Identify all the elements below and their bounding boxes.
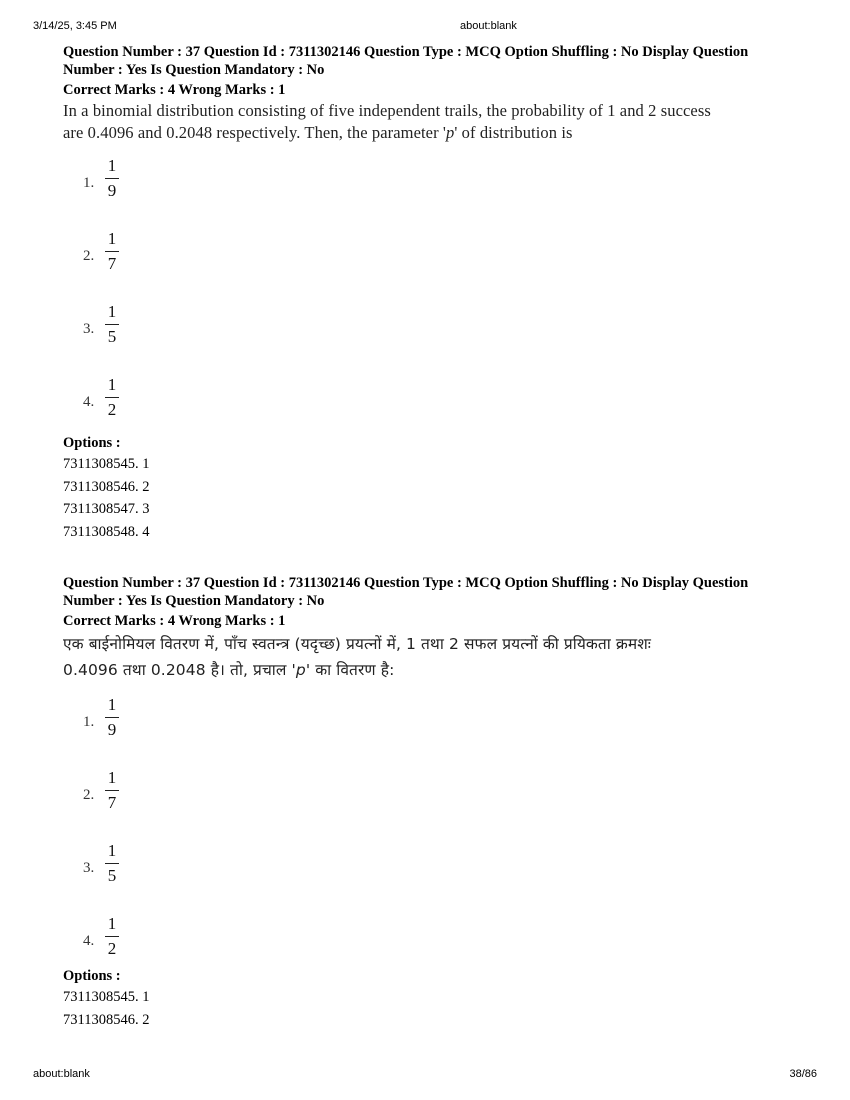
fraction-numerator: 1 — [107, 914, 117, 933]
question-text-part: 0.4096 तथा 0.2048 है। तो, प्रचाल ' — [63, 661, 296, 679]
answer-choice — [83, 695, 803, 768]
fraction-denominator: 2 — [107, 400, 117, 419]
question-meta-line1: Question Number : 37 Question Id : 7311302146 Question Type : MCQ Option Shuffling : No Display Question — [63, 44, 749, 60]
options-label: Options : — [63, 435, 121, 451]
fraction-bar — [105, 251, 119, 252]
fraction-denominator: 2 — [107, 939, 117, 958]
choice-number: 3. — [83, 860, 95, 876]
answer-choice — [83, 302, 803, 375]
fraction-bar — [105, 936, 119, 937]
question-meta — [63, 43, 803, 79]
fraction-numerator: 1 — [107, 841, 117, 860]
question-text-line1: एक बाईनोमियल वितरण में, पाँच स्वतन्त्र (यदृच्छ) प्रयत्नों में, 1 तथा 2 सफल प्रयत्नों की प्रयिकता क्रमशः — [63, 635, 652, 653]
print-datetime: 3/14/25, 3:45 PM — [33, 20, 117, 32]
choice-number: 3. — [83, 321, 95, 337]
choice-number: 2. — [83, 248, 95, 264]
question-meta-line1: Question Number : 37 Question Id : 7311302146 Question Type : MCQ Option Shuffling : No Display Question — [63, 575, 749, 591]
answer-choice — [83, 914, 803, 966]
question-block-hindi — [63, 574, 803, 1031]
question-text — [63, 631, 803, 683]
choice-number: 1. — [83, 175, 95, 191]
fraction-numerator: 1 — [107, 695, 117, 714]
answer-choice — [83, 841, 803, 914]
option-row: 7311308547. 3 — [63, 501, 150, 517]
fraction — [105, 156, 119, 201]
option-row: 7311308546. 2 — [63, 478, 150, 495]
option-row: 7311308545. 1 — [63, 456, 150, 472]
answer-choice — [83, 768, 803, 841]
option-row: 7311308546. 2 — [63, 1011, 150, 1028]
fraction — [105, 841, 119, 886]
option-row: 7311308548. 4 — [63, 523, 150, 540]
fraction-bar — [105, 717, 119, 718]
fraction-numerator: 1 — [107, 768, 117, 787]
answer-choice — [83, 156, 803, 229]
question-text-part: are 0.4096 and 0.2048 respectively. Then, the parameter ' — [63, 123, 446, 142]
question-meta-line2: Number : Yes Is Question Mandatory : No — [63, 62, 325, 78]
fraction-bar — [105, 863, 119, 864]
fraction — [105, 695, 119, 740]
choice-number: 2. — [83, 787, 95, 803]
question-text-part: ' of distribution is — [454, 123, 573, 142]
fraction-denominator: 7 — [107, 793, 117, 812]
fraction — [105, 914, 119, 959]
question-meta — [63, 574, 803, 610]
fraction — [105, 768, 119, 813]
question-text-line2 — [63, 657, 803, 683]
options-label: Options : — [63, 968, 121, 984]
fraction — [105, 302, 119, 347]
fraction — [105, 229, 119, 274]
parameter-p: p — [446, 123, 455, 142]
answer-choice — [83, 229, 803, 302]
print-url: about:blank — [460, 20, 517, 32]
fraction-bar — [105, 324, 119, 325]
print-footer — [0, 1068, 850, 1084]
fraction-numerator: 1 — [107, 229, 117, 248]
question-text — [63, 100, 803, 144]
fraction-denominator: 9 — [107, 181, 117, 200]
answer-choice — [83, 375, 803, 433]
fraction-bar — [105, 790, 119, 791]
question-marks: Correct Marks : 4 Wrong Marks : 1 — [63, 613, 286, 629]
fraction-bar — [105, 397, 119, 398]
question-marks: Correct Marks : 4 Wrong Marks : 1 — [63, 82, 286, 98]
answer-choices — [83, 695, 803, 966]
fraction — [105, 375, 119, 420]
fraction-denominator: 5 — [107, 327, 117, 346]
question-text-line2 — [63, 122, 803, 144]
print-header — [0, 20, 850, 36]
print-footer-url: about:blank — [33, 1068, 90, 1080]
fraction-denominator: 7 — [107, 254, 117, 273]
question-text-line1: In a binomial distribution consisting of five independent trails, the probability of 1 and 2 success — [63, 101, 711, 120]
parameter-p: p — [295, 661, 306, 679]
page-number: 38/86 — [789, 1068, 817, 1080]
question-text-part: ' का वितरण है: — [305, 661, 395, 679]
fraction-denominator: 9 — [107, 720, 117, 739]
choice-number: 1. — [83, 714, 95, 730]
question-meta-line2: Number : Yes Is Question Mandatory : No — [63, 593, 325, 609]
question-block-english — [63, 43, 803, 543]
answer-choices — [83, 156, 803, 433]
option-row: 7311308545. 1 — [63, 989, 150, 1005]
fraction-numerator: 1 — [107, 156, 117, 175]
choice-number: 4. — [83, 394, 95, 410]
choice-number: 4. — [83, 933, 95, 949]
fraction-bar — [105, 178, 119, 179]
fraction-denominator: 5 — [107, 866, 117, 885]
fraction-numerator: 1 — [107, 302, 117, 321]
fraction-numerator: 1 — [107, 375, 117, 394]
